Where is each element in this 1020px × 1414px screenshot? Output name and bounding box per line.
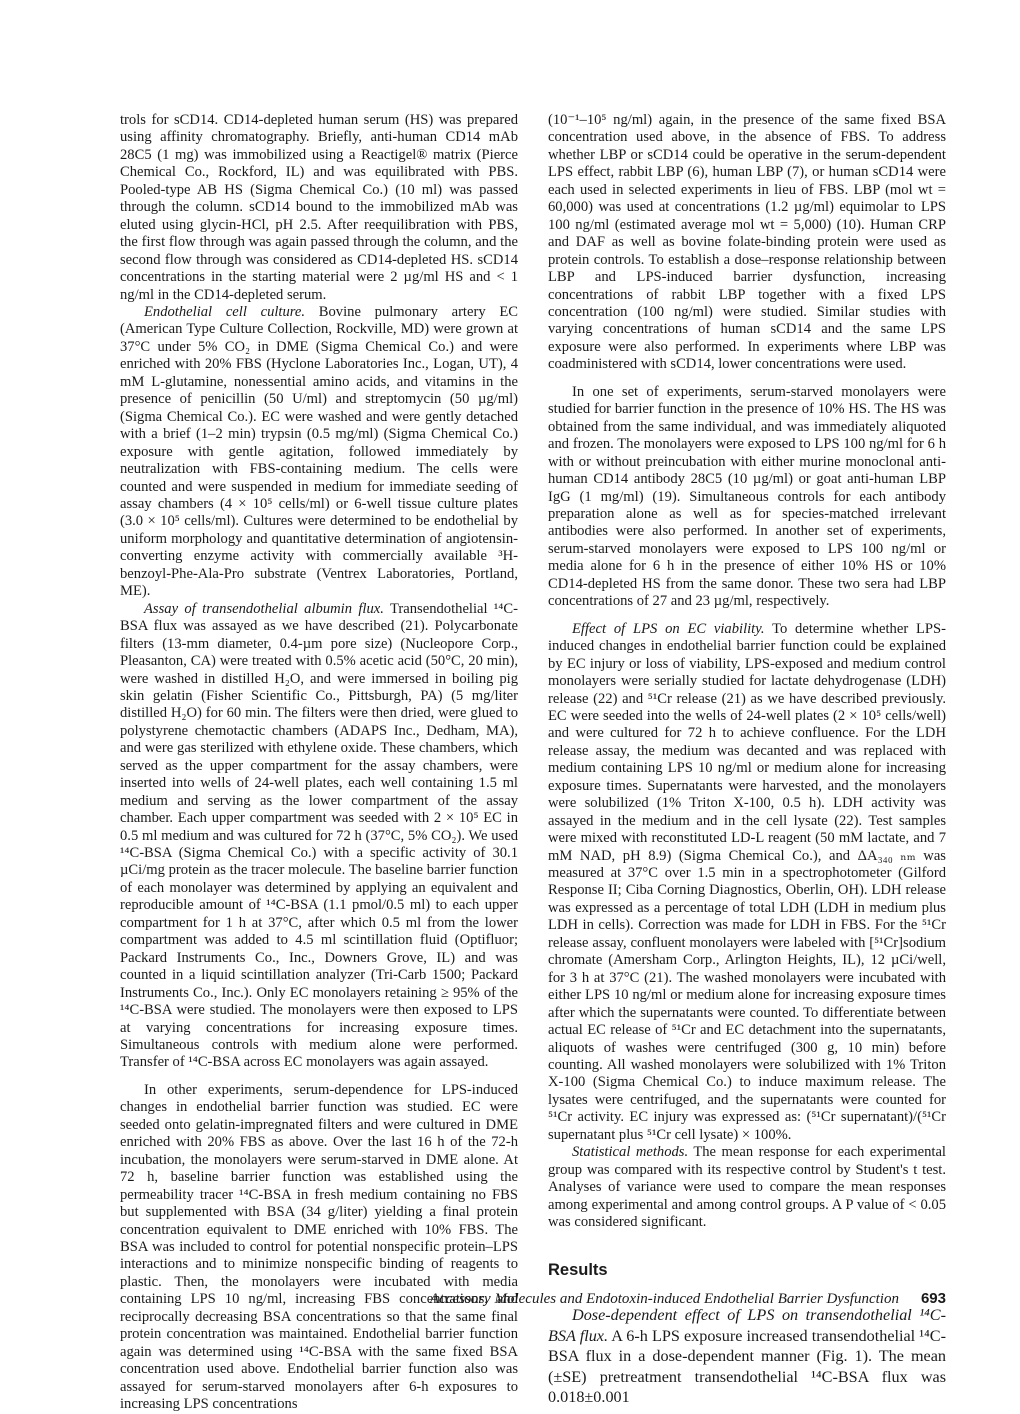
left-column (120, 112, 518, 1414)
paragraph-dose-dependent (548, 1305, 946, 1408)
subheading-statistics: Statistical methods. (572, 1144, 689, 1161)
paragraph-statistics-text: The mean response for each experimental group was compared with its respective control by Student's t test. Analyses of variance were used to compare the mean responses among experimental and among control groups. A P value of < 0.05 was considered significant. (548, 1144, 946, 1231)
paragraph-ec-viability (548, 621, 946, 1145)
results-heading: Results (548, 1260, 608, 1279)
subheading-albumin-flux: Assay of transendothelial albumin flux. (144, 600, 384, 617)
paragraph-albumin-flux (120, 601, 518, 1072)
paragraph-serum-dependence: In other experiments, serum-dependence for LPS-induced changes in endothelial barrier function was studied. EC were seeded onto gelatin-impregnated filters and were cultured in DME enriched with 20% FBS as above. Over the last 16 h of the 72-h incubation, the monolayers were serum-starved in DME alone. At 72 h, baseline barrier function was established using the permeability tracer ¹⁴C-BSA in fresh medium containing no FBS but supplemented with BSA (34 g/liter) yielding a final protein concentration equivalent to DME enriched with 10% FBS. The BSA was included to control for potential nonspecific protein–LPS interactions and to minimize nonspecific binding of reagents to plastic. Then, the monolayers were incubated with media containing LPS 10 ng/ml, increasing FBS concentrations, and reciprocally decreasing BSA concentrations so that the same final protein concentration was maintained. Endothelial barrier function again was determined using ¹⁴C-BSA with the same fixed BSA concentration used above. Endothelial barrier function also was assayed for serum-starved monolayers after 6-h exposures to increasing LPS concentrations (120, 1081, 518, 1413)
subheading-ec-viability: Effect of LPS on EC viability. (572, 620, 765, 637)
running-title: Accessory Molecules and Endotoxin-induced Endothelial Barrier Dysfunction (429, 1291, 899, 1307)
page-number: 693 (920, 1290, 946, 1307)
paragraph-endothelial-culture-text: Bovine pulmonary artery EC (American Type Culture Collection, Rockville, MD) were grown at 37°C under 5% CO₂ in DME (Sigma Chemical Co.) and were enriched with 20% FBS (Hyclone Laboratories Inc., Logan, UT), 4 mM L-glutamine, nonessential amino acids, and vitamins in the presence of penicillin (50 U/ml) and streptomycin (50 µg/ml) (Sigma Chemical Co.). EC were washed and were gently detached with a brief (1–2 min) trypsin (0.5 mg/ml) (Sigma Chemical Co.) exposure with gentle agitation, followed immediately by neutralization with FBS-containing medium. The cells were counted and were suspended in medium for immediate seeding of assay chambers (4 × 10⁵ cells/ml) or 6-well tissue culture plates (3.0 × 10⁵ cells/ml). Cultures were determined to be endothelial by uniform morphology and quantitative determination of angiotensin-converting enzyme activity with commercially available ³H-benzoyl-Phe-Ala-Pro substrate (Ventrex Laboratories, Portland, ME). (120, 303, 518, 600)
right-column (548, 112, 946, 1408)
paragraph-hs-experiments: In one set of experiments, serum-starved monolayers were studied for barrier function in the presence of 10% HS. The HS was obtained from the same individual, and was immediately aliquoted and frozen. The monolayers were exposed to LPS 100 ng/ml for 6 h with or without preincubation with either murine monoclonal anti-human CD14 antibody 28C5 (10 µg/ml) or goat anti-human LBP IgG (1 mg/ml) (19). Simultaneous controls for each antibody preparation alone as well as for species-matched irrelevant antibodies were also performed. In another set of experiments, serum-starved monolayers were exposed to LPS 100 ng/ml or media alone for 6 h in the presence of either 10% HS or 10% CD14-depleted HS from the same donor. These two sera had LBP concentrations of 27 and 23 µg/ml, respectively. (548, 383, 946, 610)
page-footer (120, 1290, 946, 1308)
paragraph-endothelial-culture (120, 304, 518, 601)
paragraph-lbp-scd14: (10⁻¹–10⁵ ng/ml) again, in the presence of the same fixed BSA concentration used above, in the absence of FBS. To address whether LBP or sCD14 could be operative in the serum-dependent LPS effect, rabbit LBP (6), human LBP (7), or human sCD14 were each used in selected experiments in lieu of FBS. LBP (mol wt = 60,000) was used at concentrations (1.2 µg/ml) equimolar to LPS 100 ng/ml (estimated average mol wt = 5,000) (10). Human CRP and DAF as well as bovine folate-binding protein were used as protein controls. To establish a dose–response relationship between LBP and LPS-induced barrier dysfunction, increasing concentrations of rabbit LBP together with a fixed LPS concentration (100 ng/ml) were studied. Similar studies with varying concentrations of human sCD14 and the same LPS exposure were also performed. In experiments where LBP was coadministered with sCD14, lower concentrations were used. (548, 112, 946, 373)
paragraph-albumin-flux-text: Transendothelial ¹⁴C-BSA flux was assayed as we have described (21). Polycarbonate filters (13-mm diameter, 0.4-µm pore size) (Nucleopore Corp., Pleasanton, CA) were treated with 0.5% acetic acid (50°C, 20 min), were washed in distilled H₂O, and were immersed in boiling pig skin gelatin (Fisher Scientific Co., Pittsburgh, PA) (5 mg/liter distilled H₂O) for 60 min. The filters were then dried, were glued to polystyrene chemotactic chambers (ADAPS Inc., Dedham, MA), and were gas sterilized with ethylene oxide. These chambers, which served as the upper compartment for the assay chambers, were inserted into wells of 24-well plates, each well containing 1.5 ml medium and serving as the lower compartment of the assay chamber. Each upper compartment was seeded with 2 × 10⁵ EC in 0.5 ml medium and was cultured for 72 h (37°C, 5% CO₂). We used ¹⁴C-BSA (Sigma Chemical Co.) with a specific activity of 30.1 µCi/mg protein as the tracer molecule. The baseline barrier function of each monolayer was determined by applying an equivalent and reproducible amount of ¹⁴C-BSA (1.1 pmol/0.5 ml) to each upper compartment for 1 h at 37°C, after which 0.5 ml from the lower compartment was added to 4.5 ml scintillation fluid (Optifluor; Packard Instruments Co., Inc., Downers Grove, IL) and was counted in a liquid scintillation analyzer (Tri-Carb 1500; Packard Instruments Co., Inc.). Only EC monolayers retaining ≥ 95% of the ¹⁴C-BSA were studied. The monolayers were then exposed to LPS at varying concentrations for increasing exposure times. Simultaneous controls with medium alone were performed. Transfer of ¹⁴C-BSA across EC monolayers was again assayed. (120, 600, 518, 1071)
subheading-dose-dependent: Dose-dependent effect of LPS on transendothelial ¹⁴C-BSA flux. (548, 1306, 946, 1345)
paragraph-dose-dependent-text: A 6-h LPS exposure increased transendothelial ¹⁴C-BSA flux in a dose-dependent manner (Fig. 1). The mean (±SE) pretreatment transendothelial ¹⁴C-BSA flux was 0.018±0.001 (548, 1326, 946, 1407)
paragraph-scd14-depletion: trols for sCD14. CD14-depleted human serum (HS) was prepared using affinity chromatography. Briefly, anti-human CD14 mAb 28C5 (1 mg) was immobilized using a Reactigel® matrix (Pierce Chemical Co., Rockford, IL) and was equilibrated with PBS. Pooled-type AB HS (Sigma Chemical Co.) (10 ml) was passed through the column. sCD14 bound to the immobilized mAb was eluted using glycin-HCl, pH 2.5. After reequilibration with PBS, the first flow through was again passed through the column, and the second flow through was considered as CD14-depleted HS. sCD14 concentrations in the starting material were 2 µg/ml HS and < 1 ng/ml in the CD14-depleted serum. (120, 112, 518, 303)
paragraph-ec-viability-text: To determine whether LPS-induced changes in endothelial barrier function could be explained by EC injury or loss of viability, LPS-exposed and medium control monolayers were serially studied for lactate dehydrogenase (LDH) release (22) and ⁵¹Cr release (21) as we have described previously. EC were seeded into the wells of 24-well plates (2 × 10⁵ cells/well) and were cultured for 72 h to achieve confluence. For the LDH release assay, the medium was decanted and was replaced with medium containing LPS 10 ng/ml or medium alone for increasing exposure times. Supernatants were harvested, and the monolayers were solubilized (1% Triton X-100, 0.5 h). LDH activity was assayed in the medium and in the cell lysate (22). Test samples were mixed with reconstituted LD-L reagent (50 mM lactate, and 7 mM NAD, pH 8.9) (Sigma Chemical Co.), and ΔA₃₄₀ ₙₘ was measured at 37°C over 1.5 min in a spectrophotometer (Gilford Response II; Ciba Corning Diagnostics, Oberlin, OH). LDH release was expressed as a percentage of total LDH (LDH in medium plus LDH in cells). Correction was made for LDH in FBS. For the ⁵¹Cr release assay, confluent monolayers were labeled with [⁵¹Cr]sodium chromate (Amersham Corp., Arlington Heights, IL), 12 µCi/well, for 3 h at 37°C (21). The washed monolayers were incubated with either LPS 10 ng/ml or medium alone for increasing exposure times after which the supernatants were counted. To differentiate between actual EC release of ⁵¹Cr and EC detachment into the supernatants, aliquots of washes were centrifuged (300 g, 10 min) before counting. All washed monolayers were solubilized with 1% Triton X-100 (Sigma Chemical Co.) to induce maximum release. The lysates were centrifuged, and the supernatants were counted for ⁵¹Cr activity. EC injury was expressed as: (⁵¹Cr supernatant)/(⁵¹Cr supernatant plus ⁵¹Cr cell lysate) × 100%. (548, 620, 946, 1143)
paragraph-statistics (548, 1144, 946, 1231)
subheading-endothelial-culture: Endothelial cell culture. (144, 303, 306, 320)
